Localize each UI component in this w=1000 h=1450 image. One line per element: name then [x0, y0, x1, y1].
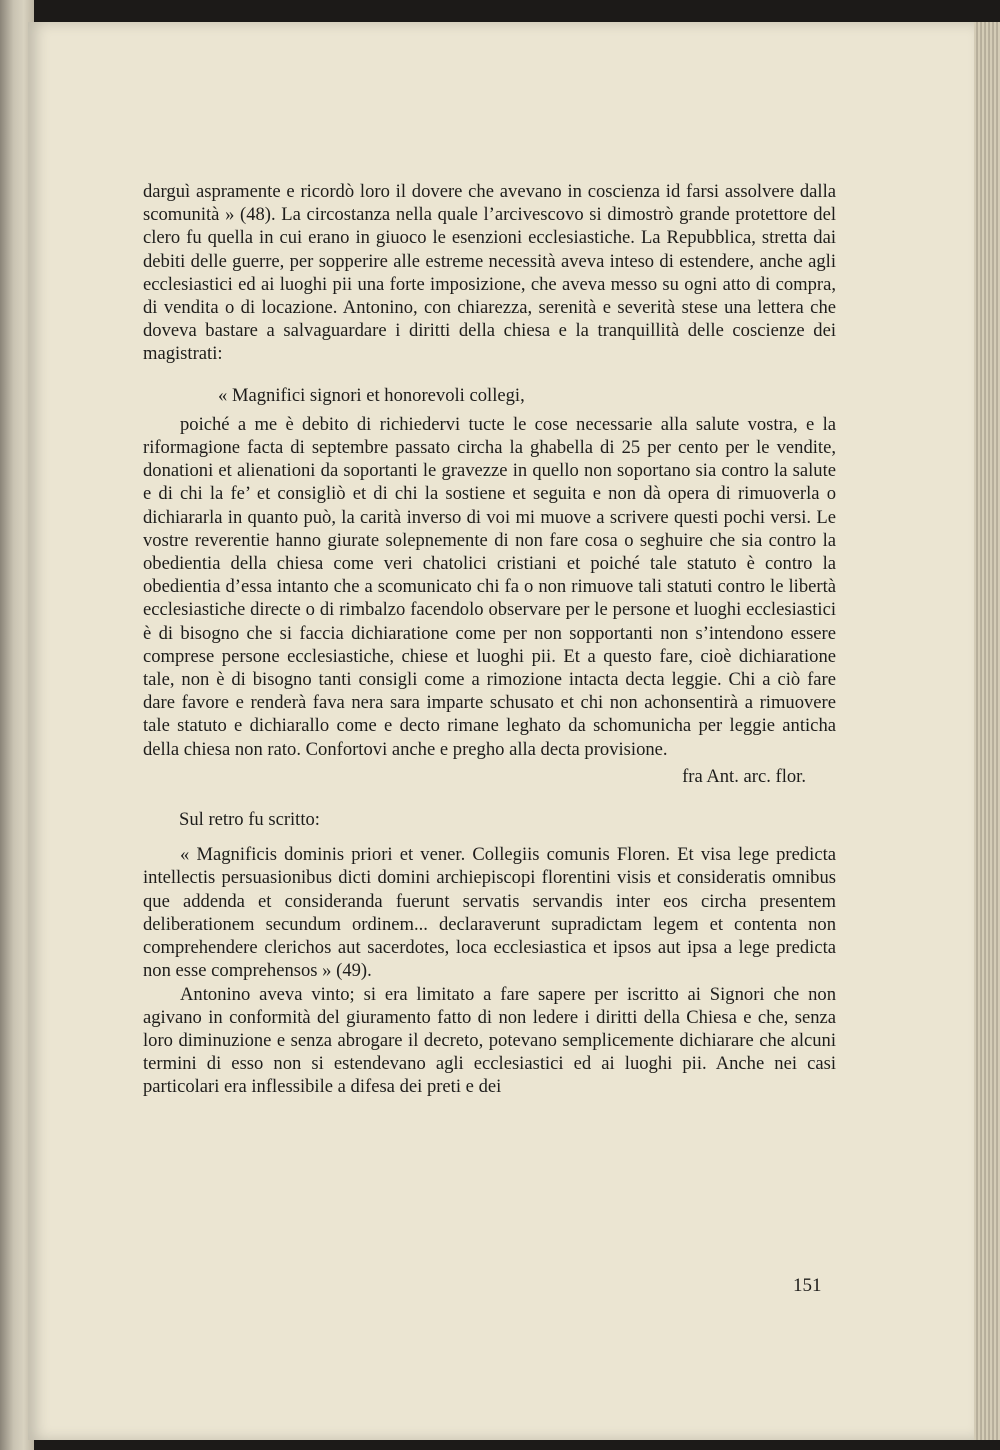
paragraph-opening: darguì aspramente e ricordò loro il dovere che avevano in coscienza id farsi assolvere dalla scomunità » (48). La circostanza nella quale l’arcivescovo si dimostrò grande protettore del clero fu quella in cui erano in giuoco le esenzioni ecclesiastiche. La Repubblica, stretta dai debiti delle guerre, per sopperire alle estreme necessità aveva inteso di estendere, anche agli ecclesiastici ed ai luoghi pii una forte imposizione, che aveva messo su ogni atto di compra, di vendita o di locazione. Antonino, con chiarezza, serenità e severità stese una lettera che doveva bastare a salvaguardare i diritti della chiesa e la tranquillità delle coscienze dei magistrati: — [143, 181, 836, 365]
letter-signature: fra Ant. arc. flor. — [682, 765, 806, 787]
letter-body: poiché a me è debito di richiedervi tucte le cose necessarie alla salute vostra, e la riformagione facta di septembre passato circha la ghabella di 25 per cento per le vendite, donationi et alienationi da soportanti le gravezze in quello non soportano sia contro la salute e di chi la fe’ et consigliò et di chi la sostiene et seguita e non dà opera di rimuoverla o dichiararla in quanto può, la carità inverso di voi mi muove a scrivere questi pochi versi. Le vostre reverentie hanno giurate solepnemente di non fare cosa o seghuire che sia contro la obedientia della chiesa come veri chatolici cristiani et poiché tale statuto è contro la obedientia d’essa intanto che a scomunicato chi fa o non rimuove tali statuti contro le libertà ecclesiastiche directe o di rimbalzo facendolo observare per le persone et luoghi ecclesiastici è di bisogno che si faccia dichiaratione come per non sopportanti non s’intendono essere comprese persone ecclesiastiche, chiese et luoghi pii. Et a questo fare, cioè dichiaratione tale, non è di bisogno tanti consigli come a rimozione intacta decta leggie. Chi a ciò fare dare favore e renderà fava nera sara imparte schusato et chi non achonsentirà a rimuovere tale statuto e dichiarallo come e decto rimane leghato da schomunicha per leggie anticha della chiesa non rato. Confortovi anche e pregho alla decta provisione. — [143, 413, 836, 760]
letter-salutation: « Magnifici signori et honorevoli collegi, — [218, 384, 525, 406]
page-stack-edges — [974, 22, 1000, 1440]
page-number: 151 — [793, 1275, 822, 1296]
latin-quote: « Magnificis dominis priori et vener. Collegiis comunis Floren. Et visa lege predicta intellectis persuasionibus dicti domini archiepiscopi florentini visis et consideratis omnibus que addenda et considerandа fuerunt servatis servandis inter eos circha presentem deliberationem secundum ordinem... declaraverunt supradictam legem et contenta non comprehendere clerichos aut sacerdotes, loca ecclesiastica et ipsos aut ipsa a lege predicta non esse comprehensos » (49). — [143, 844, 836, 982]
paragraph-closing: Antonino aveva vinto; si era limitato a fare sapere per iscritto ai Signori che non agivano in conformità del giuramento fatto di non ledere i diritti della Chiesa e che, senza loro diminuzione e senza abrogare il decreto, potevano semplicemente dichiarare che alcuni termini di esso non si estendevano agli ecclesiastici ed ai luoghi pii. Anche nei casi particolari era inflessibile a difesa dei preti e dei — [143, 983, 836, 1098]
note-heading: Sul retro fu scritto: — [179, 809, 320, 831]
page-text-block — [143, 180, 836, 1099]
